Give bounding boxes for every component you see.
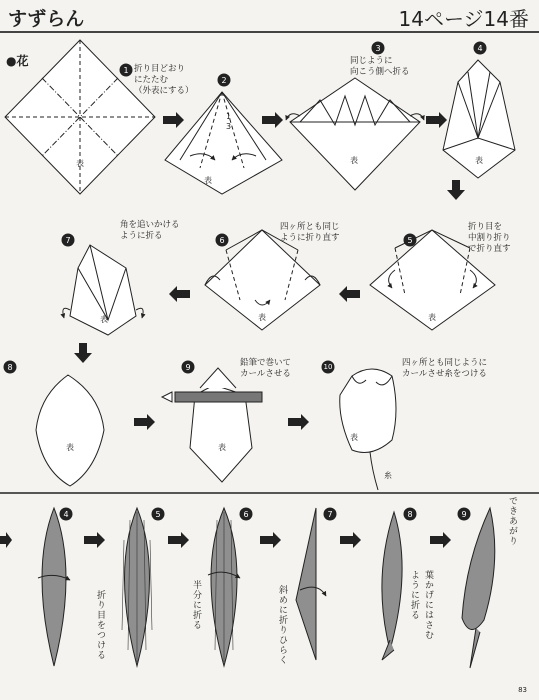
- step3-text-line1: 同じように: [350, 56, 393, 66]
- leaf-step4-text: 折り目をつける: [95, 590, 105, 660]
- step1-text: [134, 64, 194, 97]
- leaf-step6-number: 6: [243, 510, 249, 519]
- step6-text-line2: ように折り直す: [280, 233, 340, 243]
- step2-figure: [165, 92, 282, 194]
- step4-number: 4: [477, 44, 483, 53]
- face-label-step2: 表: [204, 176, 212, 185]
- step6-text: [280, 222, 340, 244]
- step1-figure: [5, 40, 155, 194]
- step1-text-line1: 折り目どおり: [134, 64, 186, 74]
- step8-figure: [36, 375, 104, 486]
- step10-text: [402, 358, 487, 380]
- face-label-step5: 表: [428, 313, 436, 322]
- step3-text-line2: 向こう側へ折る: [350, 67, 410, 77]
- step9-text-line2: カールさせる: [240, 369, 291, 379]
- page-number: 83: [518, 686, 527, 694]
- leaf-step9-text: できあがり: [507, 496, 517, 546]
- step1-number: 1: [123, 66, 129, 75]
- leaf-step6-figure: [208, 508, 240, 666]
- step7-text: [120, 220, 180, 242]
- step5-number: 5: [407, 236, 413, 245]
- step2-number: 2: [221, 76, 227, 85]
- step2-fraction-bottom: 3: [226, 122, 232, 131]
- step5-text: [468, 222, 511, 255]
- leaf-step7-figure: [296, 508, 326, 660]
- step3-text: [350, 56, 410, 78]
- leaf-step8-figure: [382, 512, 402, 660]
- face-label-step1: 表: [76, 159, 84, 168]
- step2-fraction: [226, 112, 231, 132]
- leaf-step8-text-line2: ように折る: [409, 570, 419, 620]
- step7-text-line1: 角を追いかける: [120, 220, 180, 230]
- leaf-step6-text: 半分に折る: [191, 580, 201, 630]
- face-label-step4: 表: [475, 156, 483, 165]
- step3-number: 3: [375, 44, 381, 53]
- step2-fraction-top: 1: [226, 112, 232, 121]
- step10-text-line1: 四ヶ所とも同じように: [402, 358, 488, 368]
- step9-figure: [162, 368, 262, 482]
- step1-text-line3: （外表にする）: [134, 86, 194, 96]
- step5-text-line3: で折り直す: [468, 244, 511, 254]
- page-title: すずらん: [8, 8, 85, 30]
- leaf-step7-text: 斜めに折りひらく: [277, 585, 287, 665]
- leaf-step5-figure: [122, 508, 152, 666]
- step10-number: 10: [323, 363, 333, 371]
- step10-text-line2: カールさせ糸をつける: [402, 369, 487, 379]
- step6-text-line1: 四ヶ所とも同じ: [280, 222, 340, 232]
- step9-number: 9: [185, 363, 191, 372]
- leaf-step8-text-line1: 葉かげにはさむ: [423, 570, 433, 640]
- step9-text-line1: 鉛筆で巻いて: [240, 358, 292, 368]
- leaf-step9-number: 9: [461, 510, 467, 519]
- step1-text-line2: にたたむ: [134, 75, 169, 85]
- leaf-step5-number: 5: [155, 510, 161, 519]
- step7-number: 7: [65, 236, 71, 245]
- leaf-step7-number: 7: [327, 510, 333, 519]
- section-flower-heading: ●花: [6, 54, 29, 68]
- step9-text: [240, 358, 291, 380]
- leaf-step9-figure: [462, 508, 495, 668]
- face-label-step7: 表: [100, 315, 108, 324]
- face-label-step9: 表: [218, 443, 226, 452]
- step5-text-line2: 中割り折り: [468, 233, 511, 243]
- face-label-step6: 表: [258, 313, 266, 322]
- leaf-step8-number: 8: [407, 510, 413, 519]
- leaf-step4-figure: [38, 508, 70, 666]
- step6-number: 6: [219, 236, 225, 245]
- leaf-step4-number: 4: [63, 510, 69, 519]
- step7-text-line2: ように折る: [120, 231, 163, 241]
- face-label-step8: 表: [66, 443, 74, 452]
- step5-text-line1: 折り目を: [468, 222, 503, 232]
- face-label-step10: 表: [350, 433, 358, 442]
- step3-figure: [286, 78, 424, 190]
- thread-label: 糸: [384, 471, 392, 480]
- face-label-step3: 表: [350, 156, 358, 165]
- step8-number: 8: [7, 363, 13, 372]
- page-reference: 14ページ14番: [398, 7, 529, 31]
